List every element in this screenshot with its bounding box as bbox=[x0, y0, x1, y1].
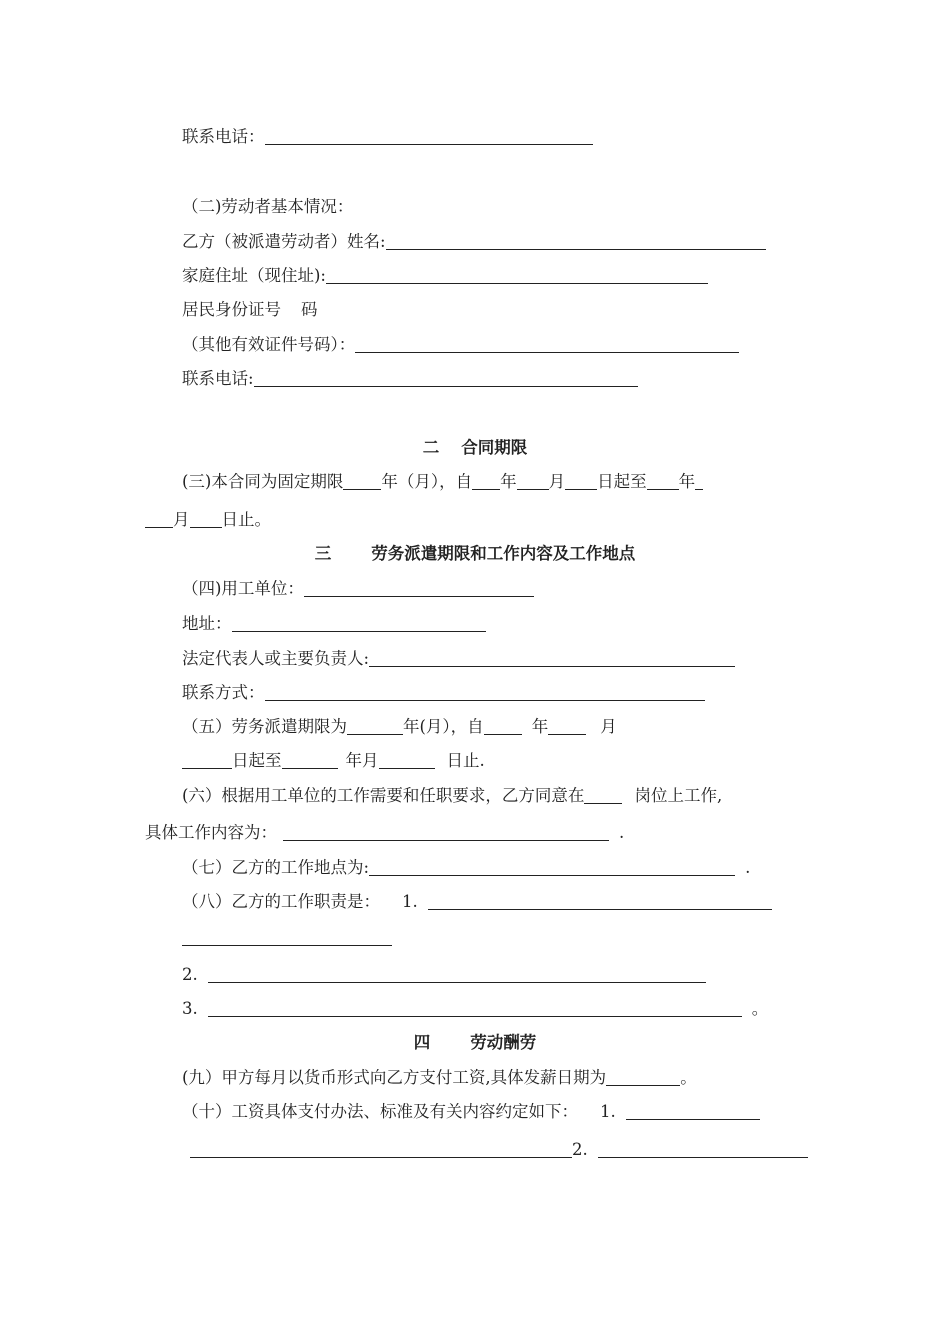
section-2-heading bbox=[0, 435, 950, 461]
clause-7-period: . bbox=[745, 858, 751, 877]
clause-6-text-c: 具体工作内容为： bbox=[145, 823, 277, 842]
clause-5-text-e: 日起至 bbox=[232, 751, 282, 770]
dispatch-end-day-blank[interactable] bbox=[379, 750, 435, 769]
dispatch-start-day-blank[interactable] bbox=[182, 750, 232, 769]
clause-3-text-e: 日起至 bbox=[597, 472, 647, 491]
wage-item-2-blank[interactable] bbox=[598, 1139, 808, 1158]
contract-term-blank[interactable] bbox=[343, 471, 381, 490]
section-3-title: 劳务派遣期限和工作内容及工作地点 bbox=[371, 544, 636, 563]
position-blank[interactable] bbox=[584, 785, 622, 804]
unit-address-blank[interactable] bbox=[232, 613, 486, 632]
clause-10-label: （十）工资具体支付办法、标准及有关内容约定如下： bbox=[182, 1102, 578, 1121]
section-3-number: 三 bbox=[314, 544, 332, 563]
employer-unit-line bbox=[182, 576, 534, 602]
worker-address-blank[interactable] bbox=[326, 265, 708, 284]
dispatch-start-year-blank[interactable] bbox=[484, 716, 522, 735]
clause-5-text-b: 年(月），自 bbox=[403, 717, 484, 736]
worker-name-label: 乙方（被派遣劳动者）姓名: bbox=[182, 232, 386, 251]
start-day-blank[interactable] bbox=[565, 471, 597, 490]
unit-address-line bbox=[182, 611, 486, 637]
worker-phone-label: 联系电话: bbox=[182, 369, 254, 388]
clause-5-text-g: 日止. bbox=[446, 751, 485, 770]
end-month-blank[interactable] bbox=[145, 509, 173, 528]
worker-other-id-line bbox=[182, 332, 739, 358]
unit-rep-blank[interactable] bbox=[369, 648, 735, 667]
clause-8-label: （八）乙方的工作职责是： bbox=[182, 892, 380, 911]
payday-blank[interactable] bbox=[606, 1067, 680, 1086]
clause-9-end-mark: 。 bbox=[680, 1068, 697, 1087]
clause-6-period: . bbox=[619, 823, 625, 842]
wage-item-1-blank-cont[interactable] bbox=[190, 1139, 572, 1158]
unit-contact-blank[interactable] bbox=[265, 682, 705, 701]
worker-info-heading: （二)劳动者基本情况： bbox=[182, 197, 354, 216]
clause-6-line-1 bbox=[182, 783, 722, 809]
wage-item-1-number: 1. bbox=[600, 1102, 616, 1121]
clause-5-text-f: 年月 bbox=[345, 751, 379, 770]
clause-3-text-h: 日止。 bbox=[221, 510, 271, 529]
start-year-blank[interactable] bbox=[472, 471, 500, 490]
worker-name-blank[interactable] bbox=[386, 231, 766, 250]
work-content-blank[interactable] bbox=[283, 822, 609, 841]
employer-phone-label: 联系电话： bbox=[182, 127, 265, 146]
clause-7-line bbox=[182, 855, 750, 881]
end-month-blank-start[interactable] bbox=[695, 471, 703, 490]
clause-8-line bbox=[182, 889, 772, 915]
duty-item-3-line bbox=[182, 996, 768, 1022]
end-year-blank[interactable] bbox=[647, 471, 679, 490]
clause-7-label: （七）乙方的工作地点为: bbox=[182, 858, 370, 877]
unit-rep-line bbox=[182, 646, 735, 672]
employer-phone-line bbox=[182, 124, 593, 150]
dispatch-end-year-blank[interactable] bbox=[282, 750, 338, 769]
duty-item-2-blank[interactable] bbox=[208, 964, 706, 983]
clause-3-text-g: 月 bbox=[173, 510, 190, 529]
section-4-heading bbox=[0, 1030, 950, 1056]
dispatch-term-blank[interactable] bbox=[347, 716, 403, 735]
employer-unit-blank[interactable] bbox=[304, 578, 534, 597]
clause-5-line-2 bbox=[182, 748, 485, 774]
clause-3-text-f: 年 bbox=[678, 472, 696, 491]
clause-5-line-1 bbox=[182, 714, 617, 740]
clause-6-text-a: (六）根据用工单位的工作需要和任职要求，乙方同意在 bbox=[182, 786, 585, 805]
clause-3-text-d: 月 bbox=[548, 472, 566, 491]
wage-item-2-number: 2. bbox=[572, 1140, 588, 1159]
unit-rep-label: 法定代表人或主要负责人: bbox=[182, 649, 370, 668]
work-location-blank[interactable] bbox=[369, 857, 735, 876]
clause-10-line bbox=[182, 1099, 760, 1125]
clause-5-text-a: （五）劳务派遣期限为 bbox=[182, 717, 347, 736]
duty-item-1-blank[interactable] bbox=[428, 891, 772, 910]
unit-address-label: 地址： bbox=[182, 614, 232, 633]
clause-6-text-b: 岗位上工作, bbox=[634, 786, 723, 805]
worker-name-line bbox=[182, 229, 766, 255]
worker-other-id-blank[interactable] bbox=[355, 334, 739, 353]
worker-other-id-label: （其他有效证件号码）： bbox=[182, 335, 356, 354]
worker-id-line bbox=[182, 297, 318, 323]
end-day-blank[interactable] bbox=[190, 509, 222, 528]
employer-phone-blank[interactable] bbox=[265, 126, 593, 145]
worker-phone-line bbox=[182, 366, 638, 392]
dispatch-start-month-blank[interactable] bbox=[548, 716, 586, 735]
duty-item-3-blank[interactable] bbox=[208, 998, 742, 1017]
duty-item-2-number: 2. bbox=[182, 965, 198, 984]
worker-address-line bbox=[182, 263, 708, 289]
duty-item-1-number: 1. bbox=[402, 892, 418, 911]
section-4-title: 劳动酬劳 bbox=[470, 1033, 537, 1052]
employer-unit-label: （四)用工单位： bbox=[182, 579, 304, 598]
section-2-number: 二 bbox=[422, 438, 440, 457]
worker-id-label: 居民身份证号 bbox=[182, 300, 281, 319]
clause-3-line-1 bbox=[182, 469, 703, 495]
clause-3-line-2 bbox=[145, 507, 271, 533]
clause-5-text-c: 年 bbox=[531, 717, 549, 736]
unit-contact-label: 联系方式： bbox=[182, 683, 265, 702]
duty-item-3-number: 3. bbox=[182, 999, 198, 1018]
section-2-title: 合同期限 bbox=[461, 438, 528, 457]
duty-item-2-line bbox=[182, 962, 706, 988]
clause-3-text-a: (三)本合同为固定期限 bbox=[182, 472, 344, 491]
wage-item-1-blank[interactable] bbox=[626, 1101, 760, 1120]
worker-id-label-tail: 码 bbox=[301, 300, 318, 319]
duty-item-3-end-mark: 。 bbox=[751, 999, 769, 1018]
clause-5-text-d: 月 bbox=[600, 717, 617, 736]
clause-6-line-2 bbox=[145, 820, 624, 846]
clause-9-line bbox=[182, 1065, 697, 1091]
duty-item-1-continuation bbox=[182, 925, 392, 951]
worker-address-label: 家庭住址（现住址): bbox=[182, 266, 326, 285]
unit-contact-line bbox=[182, 680, 705, 706]
clause-3-text-c: 年 bbox=[500, 472, 517, 491]
start-month-blank[interactable] bbox=[517, 471, 549, 490]
wage-item-continuation-line bbox=[190, 1137, 808, 1163]
clause-9-label: (九）甲方每月以货币形式向乙方支付工资,具体发薪日期为 bbox=[182, 1068, 607, 1087]
worker-phone-blank[interactable] bbox=[254, 368, 638, 387]
clause-3-text-b: 年（月），自 bbox=[381, 472, 473, 491]
section-3-heading bbox=[0, 541, 950, 567]
duty-item-1-blank-cont[interactable] bbox=[182, 927, 392, 946]
section-4-number: 四 bbox=[413, 1033, 431, 1052]
